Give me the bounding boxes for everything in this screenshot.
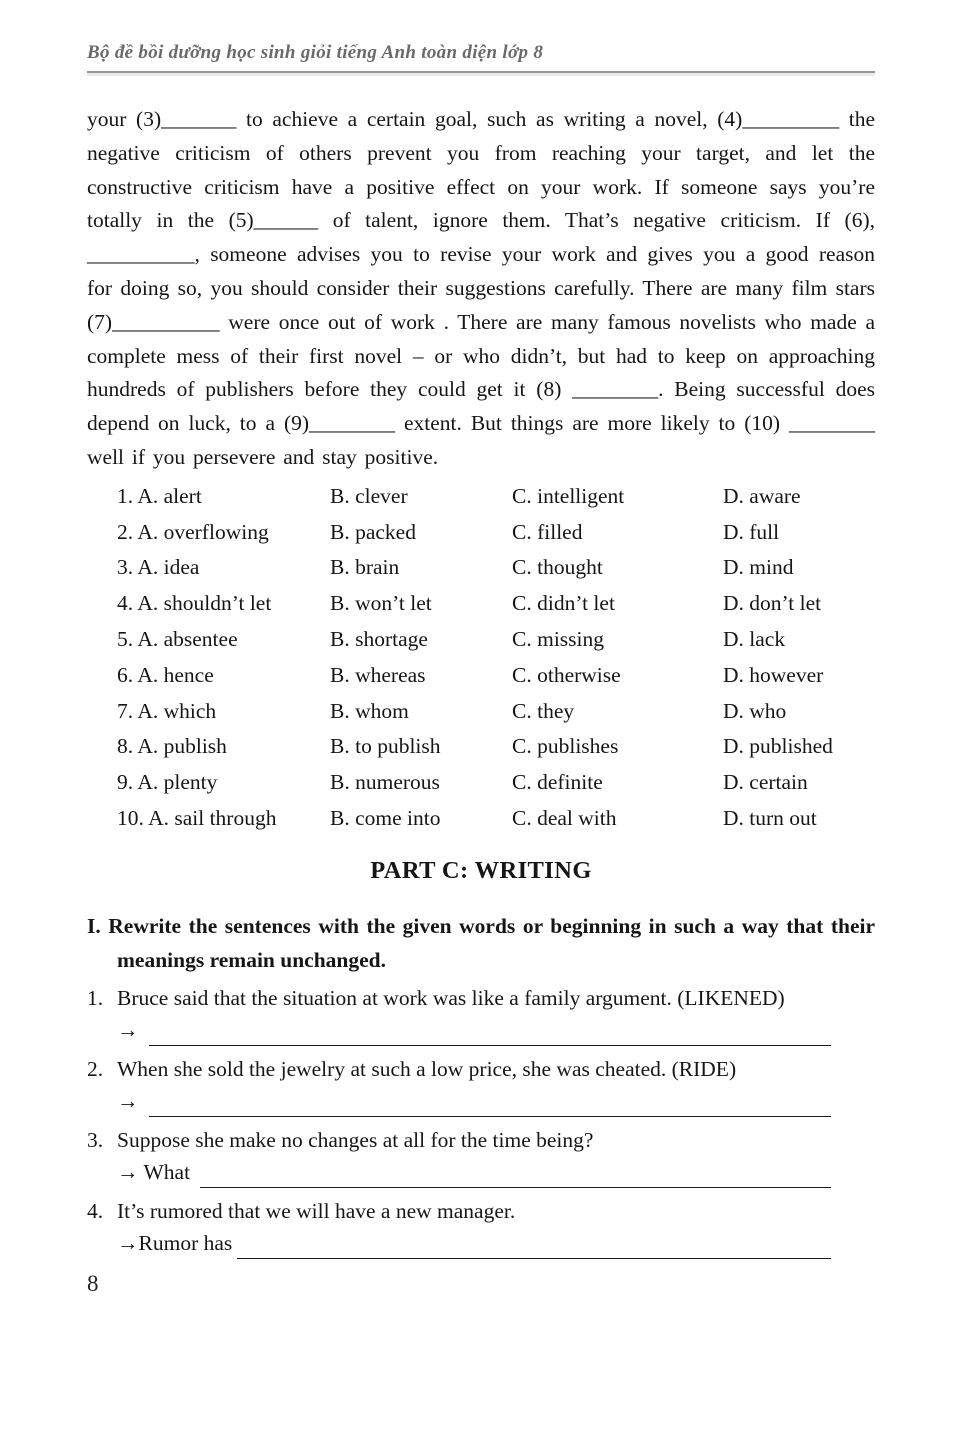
option-row (117, 586, 875, 622)
option-a: A. idea (137, 555, 200, 580)
option-d: D. who (723, 698, 787, 723)
option-a: A. publish (137, 734, 227, 759)
option-b: B. whom (330, 698, 409, 723)
option-a-cell (117, 765, 330, 801)
option-row (117, 729, 875, 765)
header-title: Bộ đề bồi dưỡng học sinh giỏi tiếng Anh toàn diện lớp 8 (87, 42, 544, 63)
option-b: B. to publish (330, 734, 441, 759)
option-c: C. filled (512, 519, 583, 544)
cloze-passage: your (3)_______ to achieve a certain goal, such as writing a novel, (4)_________ the negative criticism of others prevent you from reaching your target, and let the constructive criticism have a positive effect on your work. If someone says you’re totally in the (5)______ of talent, ignore them. That’s negative criticism. If (6), __________, someone advises you to revise your work and gives you a good reason for doing so, you should consider their suggestions carefully. There are many film stars (7)__________ were once out of work . There are many famous novelists who made a complete mess of their first novel – or who didn’t, but had to keep on approaching hundreds of publishers before they could get it (8) ________. Being successful does depend on luck, to a (9)________ extent. But things are more likely to (10) ________ well if you persevere and stay positive. (87, 107, 875, 469)
answer-line (117, 1086, 831, 1117)
option-a: A. shouldn’t let (137, 591, 272, 616)
option-c: C. they (512, 698, 575, 723)
option-c: C. otherwise (512, 662, 621, 687)
option-c: C. thought (512, 555, 603, 580)
option-number: 4. (117, 591, 134, 616)
option-number: 10. (117, 805, 144, 830)
option-b: B. packed (330, 519, 416, 544)
option-number: 7. (117, 698, 134, 723)
answer-line (117, 1157, 831, 1188)
writing-item (87, 1194, 875, 1259)
option-c: C. intelligent (512, 483, 625, 508)
option-a: A. overflowing (137, 519, 269, 544)
option-b: B. whereas (330, 662, 426, 687)
options-list (117, 479, 875, 837)
option-number: 3. (117, 555, 134, 580)
answer-line (117, 1015, 831, 1046)
writing-sentence (87, 981, 875, 1015)
item-text: When she sold the jewelry at such a low price, she was cheated. (RIDE) (117, 1056, 737, 1081)
option-row (117, 694, 875, 730)
item-text: Suppose she make no changes at all for the time being? (117, 1127, 594, 1152)
item-text: It’s rumored that we will have a new manager. (117, 1198, 516, 1223)
option-row (117, 622, 875, 658)
item-number: 3. (87, 1127, 104, 1152)
option-row (117, 658, 875, 694)
option-a: A. alert (137, 483, 202, 508)
option-d: D. mind (723, 555, 794, 580)
arrow-prefix: → (117, 1088, 144, 1113)
option-c: C. missing (512, 626, 604, 651)
writing-item (87, 1123, 875, 1188)
option-d: D. full (723, 519, 780, 544)
answer-blank (149, 1019, 831, 1046)
part-c-title: PART C: WRITING (370, 856, 592, 884)
option-a: A. sail through (148, 805, 277, 830)
item-number: 2. (87, 1056, 104, 1081)
option-d: D. lack (723, 626, 786, 651)
answer-blank (200, 1161, 831, 1188)
writing-sentence (87, 1194, 875, 1228)
answer-blank (149, 1090, 831, 1117)
option-b: B. brain (330, 555, 400, 580)
writing-items (87, 981, 875, 1259)
option-a: A. absentee (137, 626, 238, 651)
option-c: C. deal with (512, 805, 617, 830)
option-number: 6. (117, 662, 134, 687)
option-d: D. published (723, 734, 833, 759)
page-header (87, 42, 875, 73)
option-c: C. definite (512, 770, 603, 795)
option-row (117, 515, 875, 551)
option-a: A. hence (137, 662, 214, 687)
option-d: D. turn out (723, 805, 817, 830)
writing-instruction: I. Rewrite the sentences with the given words or beginning in such a way that their meanings remain unchanged. (87, 913, 875, 972)
option-a-cell (117, 694, 330, 730)
arrow-prefix: →Rumor has (117, 1230, 233, 1255)
option-d: D. don’t let (723, 591, 822, 616)
option-number: 8. (117, 734, 134, 759)
option-a-cell (117, 479, 330, 515)
arrow-prefix: → What (117, 1159, 196, 1184)
option-c: C. publishes (512, 734, 619, 759)
option-a-cell (117, 658, 330, 694)
option-d: D. aware (723, 483, 801, 508)
option-a-cell (117, 801, 330, 837)
option-b: B. won’t let (330, 591, 432, 616)
option-row (117, 765, 875, 801)
item-number: 1. (87, 985, 104, 1010)
option-d: D. however (723, 662, 824, 687)
option-b: B. clever (330, 483, 408, 508)
option-b: B. come into (330, 805, 441, 830)
writing-item (87, 981, 875, 1046)
option-number: 9. (117, 770, 134, 795)
writing-sentence (87, 1052, 875, 1086)
writing-item (87, 1052, 875, 1117)
option-number: 5. (117, 626, 134, 651)
option-a-cell (117, 515, 330, 551)
item-number: 4. (87, 1198, 104, 1223)
option-b: B. numerous (330, 770, 440, 795)
item-text: Bruce said that the situation at work was like a family argument. (LIKENED) (117, 985, 785, 1010)
option-a-cell (117, 729, 330, 765)
answer-blank (237, 1232, 831, 1259)
arrow-prefix: → (117, 1017, 144, 1042)
option-a: A. which (137, 698, 217, 723)
option-d: D. certain (723, 770, 808, 795)
option-a-cell (117, 622, 330, 658)
option-a-cell (117, 550, 330, 586)
option-c: C. didn’t let (512, 591, 615, 616)
option-a-cell (117, 586, 330, 622)
option-b: B. shortage (330, 626, 428, 651)
option-row (117, 550, 875, 586)
page-number: 8 (87, 1270, 99, 1296)
answer-line (117, 1228, 831, 1259)
writing-sentence (87, 1123, 875, 1157)
option-number: 1. (117, 483, 134, 508)
option-row (117, 801, 875, 837)
option-number: 2. (117, 519, 134, 544)
option-row (117, 479, 875, 515)
option-a: A. plenty (137, 770, 218, 795)
